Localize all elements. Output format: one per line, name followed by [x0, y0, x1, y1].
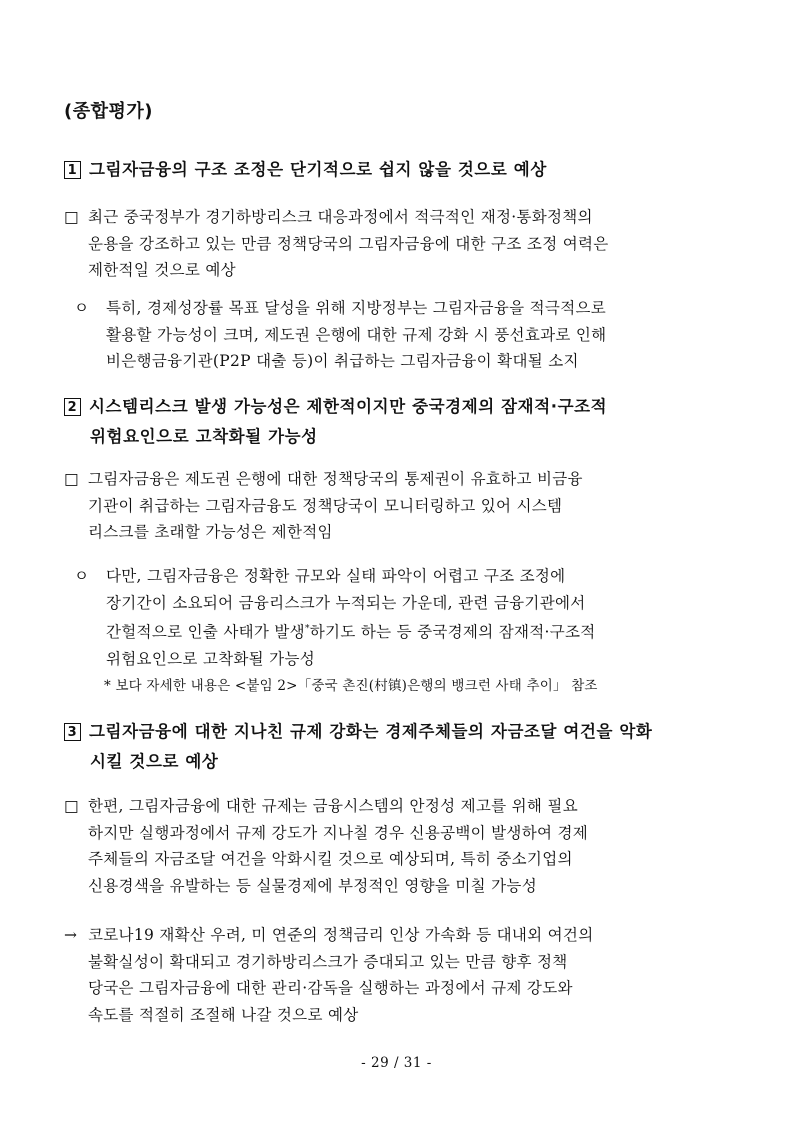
square-bullet-icon: □ [64, 208, 79, 226]
heading-3 [64, 717, 724, 777]
text-line: 특히, 경제성장률 목표 달성을 위해 지방정부는 그림자금융을 적극적으로 [106, 299, 607, 317]
page-number: - 29 / 31 - [361, 1055, 432, 1071]
circle-bullet-icon: ㅇ [74, 299, 90, 317]
text-line: 코로나19 재확산 우려, 미 연준의 정책금리 인상 가속화 등 대내외 여건의 [88, 926, 594, 944]
heading-2-line-2: 위험요인으로 고착화될 가능성 [90, 427, 318, 446]
text-segment: 간헐적으로 인출 사태가 발생 [106, 623, 305, 642]
circle-bullet-icon: ㅇ [74, 567, 90, 585]
paragraph-1-2 [74, 295, 724, 375]
paragraph-1-1 [64, 204, 714, 284]
heading-number-2: 2 [64, 398, 81, 416]
text-line: 최근 중국정부가 경기하방리스크 대응과정에서 적극적인 재정·통화정책의 [88, 208, 593, 226]
text-line: 운용을 강조하고 있는 만큼 정책당국의 그림자금융에 대한 구조 조정 여력은 [88, 234, 609, 253]
text-line: 리스크를 초래할 가능성은 제한적임 [88, 523, 333, 541]
text-line [74, 616, 724, 646]
text-line: 장기간이 소요되어 금융리스크가 누적되는 가운데, 관련 금융기관에서 [106, 593, 586, 612]
text-line: 하지만 실행과정에서 규제 강도가 지나칠 경우 신용공백이 발생하여 경제 [88, 823, 589, 842]
text-line: 기관이 취급하는 그림자금융도 정책당국이 모니터링하고 있어 시스템 [88, 496, 563, 515]
heading-number-3: 3 [64, 723, 81, 741]
paragraph-2-1 [64, 466, 714, 546]
text-line: 당국은 그림자금융에 대한 관리·감독을 실행하는 과정에서 규제 강도와 [88, 979, 573, 997]
paragraph-2-2 [74, 563, 724, 672]
heading-1 [64, 155, 724, 185]
section-title: (종합평가) [64, 101, 154, 122]
text-line: 불확실성이 확대되고 경기하방리스크가 증대되고 있는 만큼 향후 정책 [88, 952, 568, 971]
text-line: 한편, 그림자금융에 대한 규제는 금융시스템의 안정성 제고를 위해 필요 [88, 797, 578, 815]
text-line: 위험요인으로 고착화될 가능성 [106, 649, 316, 668]
footnote-marker: * [304, 624, 310, 634]
paragraph-3-2 [64, 922, 714, 1028]
heading-1-line-1: 그림자금융의 구조 조정은 단기적으로 쉽지 않을 것으로 예상 [89, 160, 547, 179]
square-bullet-icon: □ [64, 797, 79, 815]
text-segment: 하기도 하는 등 중국경제의 잠재적·구조적 [309, 623, 596, 642]
text-line: 주체들의 자금조달 여건을 악화시킬 것으로 예상되며, 특히 중소기업의 [88, 850, 573, 868]
heading-number-1: 1 [64, 161, 81, 179]
text-line: 그림자금융은 제도권 은행에 대한 정책당국의 통제권이 유효하고 비금융 [88, 470, 583, 488]
text-line: 활용할 가능성이 크며, 제도권 은행에 대한 규제 강화 시 풍선효과로 인해 [106, 325, 607, 344]
arrow-right-icon: → [64, 926, 78, 944]
text-line: 제한적일 것으로 예상 [88, 261, 236, 279]
heading-3-line-1: 그림자금융에 대한 지나친 규제 강화는 경제주체들의 자금조달 여건을 악화 [89, 722, 653, 741]
paragraph-3-1 [64, 793, 714, 899]
footnote: * 보다 자세한 내용은 <붙임 2>「중국 촌진(村镇)은행의 뱅크런 사태 추이」 참조 [104, 678, 598, 694]
text-line: 속도를 적절히 조절해 나갈 것으로 예상 [88, 1005, 359, 1024]
text-line: 신용경색을 유발하는 등 실물경제에 부정적인 영향을 미칠 가능성 [88, 876, 537, 895]
heading-2 [64, 392, 724, 452]
text-line: 다만, 그림자금융은 정확한 규모와 실태 파악이 어렵고 구조 조정에 [106, 567, 566, 585]
heading-3-line-2: 시킬 것으로 예상 [90, 752, 219, 771]
square-bullet-icon: □ [64, 470, 79, 488]
heading-2-line-1: 시스템리스크 발생 가능성은 제한적이지만 중국경제의 잠재적·구조적 [89, 397, 608, 416]
text-line: 비은행금융기관(P2P 대출 등)이 취급하는 그림자금융이 확대될 소지 [106, 352, 579, 370]
